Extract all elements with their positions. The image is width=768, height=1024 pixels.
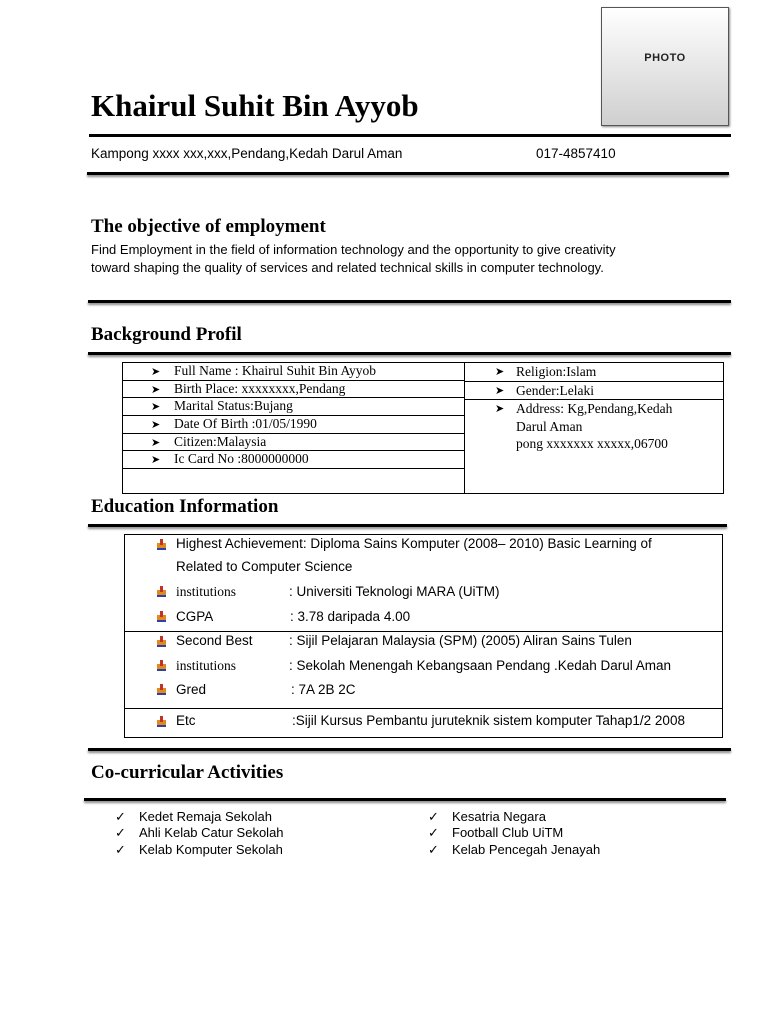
background-rule <box>88 352 731 355</box>
background-row: ➤ Full Name : Khairul Suhit Bin Ayyob <box>123 363 464 381</box>
education-section-second: Second Best : Sijil Pelajaran Malaysia (SPM) (2005) Aliran Sains Tulen institutions : Sekolah Menengah Kebangsaan Pendang .Kedah Darul Aman Gred : 7A 2B 2C <box>125 632 722 709</box>
arrow-bullet-icon: ➤ <box>151 401 161 414</box>
contact-address: Kampong xxxx xxx,xxx,Pendang,Kedah Darul Aman <box>91 146 403 161</box>
background-row: ➤ Birth Place: xxxxxxxx,Pendang <box>123 381 464 399</box>
hand-bullet-icon <box>156 586 167 598</box>
background-table <box>122 362 724 494</box>
objective-text <box>91 241 721 277</box>
checkmark-icon: ✓ <box>115 841 126 857</box>
arrow-bullet-icon: ➤ <box>495 403 505 415</box>
checkmark-icon: ✓ <box>115 809 126 824</box>
cocurricular-title: Co-curricular Activities <box>91 762 284 783</box>
checkmark-icon: ✓ <box>428 825 439 841</box>
cocurricular-list-right <box>428 809 600 858</box>
list-item: ✓ Football Club UiTM <box>428 825 564 841</box>
contact-phone: 017-4857410 <box>536 146 616 161</box>
checkmark-icon: ✓ <box>428 809 439 824</box>
list-item: ✓ Kedet Remaja Sekolah <box>115 809 272 824</box>
education-title: Education Information <box>91 496 279 517</box>
background-right-column <box>465 363 723 453</box>
hand-bullet-icon <box>156 611 167 623</box>
list-item: ✓ Ahli Kelab Catur Sekolah <box>115 825 284 841</box>
objective-title: The objective of employment <box>91 216 326 237</box>
arrow-bullet-icon: ➤ <box>151 436 161 449</box>
background-row: ➤ Marital Status:Bujang <box>123 398 464 416</box>
arrow-bullet-icon: ➤ <box>151 383 161 396</box>
list-item: ✓ Kelab Pencegah Jenayah <box>428 841 601 857</box>
education-table <box>124 534 723 738</box>
header-rule <box>89 134 731 137</box>
cocurricular-list-left <box>115 809 284 858</box>
candidate-name: Khairul Suhit Bin Ayyob <box>91 88 419 123</box>
arrow-bullet-icon: ➤ <box>495 366 505 378</box>
objective-line-1: Find Employment in the field of information technology and the opportunity to give creativity <box>91 242 616 257</box>
background-row: ➤ Gender:Lelaki <box>465 382 723 401</box>
arrow-bullet-icon: ➤ <box>151 366 161 378</box>
arrow-bullet-icon: ➤ <box>151 419 161 432</box>
checkmark-icon: ✓ <box>428 841 439 857</box>
background-left-column <box>123 363 465 493</box>
background-row: ➤ Citizen:Malaysia <box>123 434 464 452</box>
background-row: ➤ Ic Card No :8000000000 <box>123 451 464 469</box>
education-rule <box>88 524 727 527</box>
arrow-bullet-icon: ➤ <box>495 384 505 397</box>
list-item: ✓ Kesatria Negara <box>428 809 546 824</box>
hand-bullet-icon <box>156 636 167 648</box>
hand-bullet-icon <box>156 716 167 728</box>
background-title: Background Profil <box>91 324 242 345</box>
education-bottom-rule <box>88 748 731 751</box>
checkmark-icon: ✓ <box>115 825 126 841</box>
background-row: ➤ Religion:Islam <box>465 363 723 382</box>
hand-bullet-icon <box>156 539 167 551</box>
arrow-bullet-icon: ➤ <box>151 454 161 467</box>
contact-rule <box>87 172 729 175</box>
photo-label: PHOTO <box>644 52 686 64</box>
background-row: ➤ Address: Kg,Pendang,Kedah Darul Aman pong xxxxxxx xxxxx,06700 <box>495 401 673 451</box>
photo-placeholder <box>601 7 729 126</box>
objective-line-2: toward shaping the quality of services and related technical skills in computer technology. <box>91 260 604 275</box>
education-section-etc: Etc :Sijil Kursus Pembantu juruteknik sistem komputer Tahap1/2 2008 <box>125 709 722 737</box>
cocurricular-rule <box>84 798 726 801</box>
objective-rule <box>88 300 731 303</box>
hand-bullet-icon <box>156 684 167 696</box>
education-section-highest: Highest Achievement: Diploma Sains Komputer (2008– 2010) Basic Learning of Related to Computer Science institutions : Universiti Teknologi MARA (UiTM) CGPA : 3.78 daripada 4.00 <box>125 535 722 632</box>
background-row: ➤ Date Of Birth :01/05/1990 <box>123 416 464 434</box>
list-item: ✓ Kelab Komputer Sekolah <box>115 841 283 857</box>
hand-bullet-icon <box>156 660 167 672</box>
